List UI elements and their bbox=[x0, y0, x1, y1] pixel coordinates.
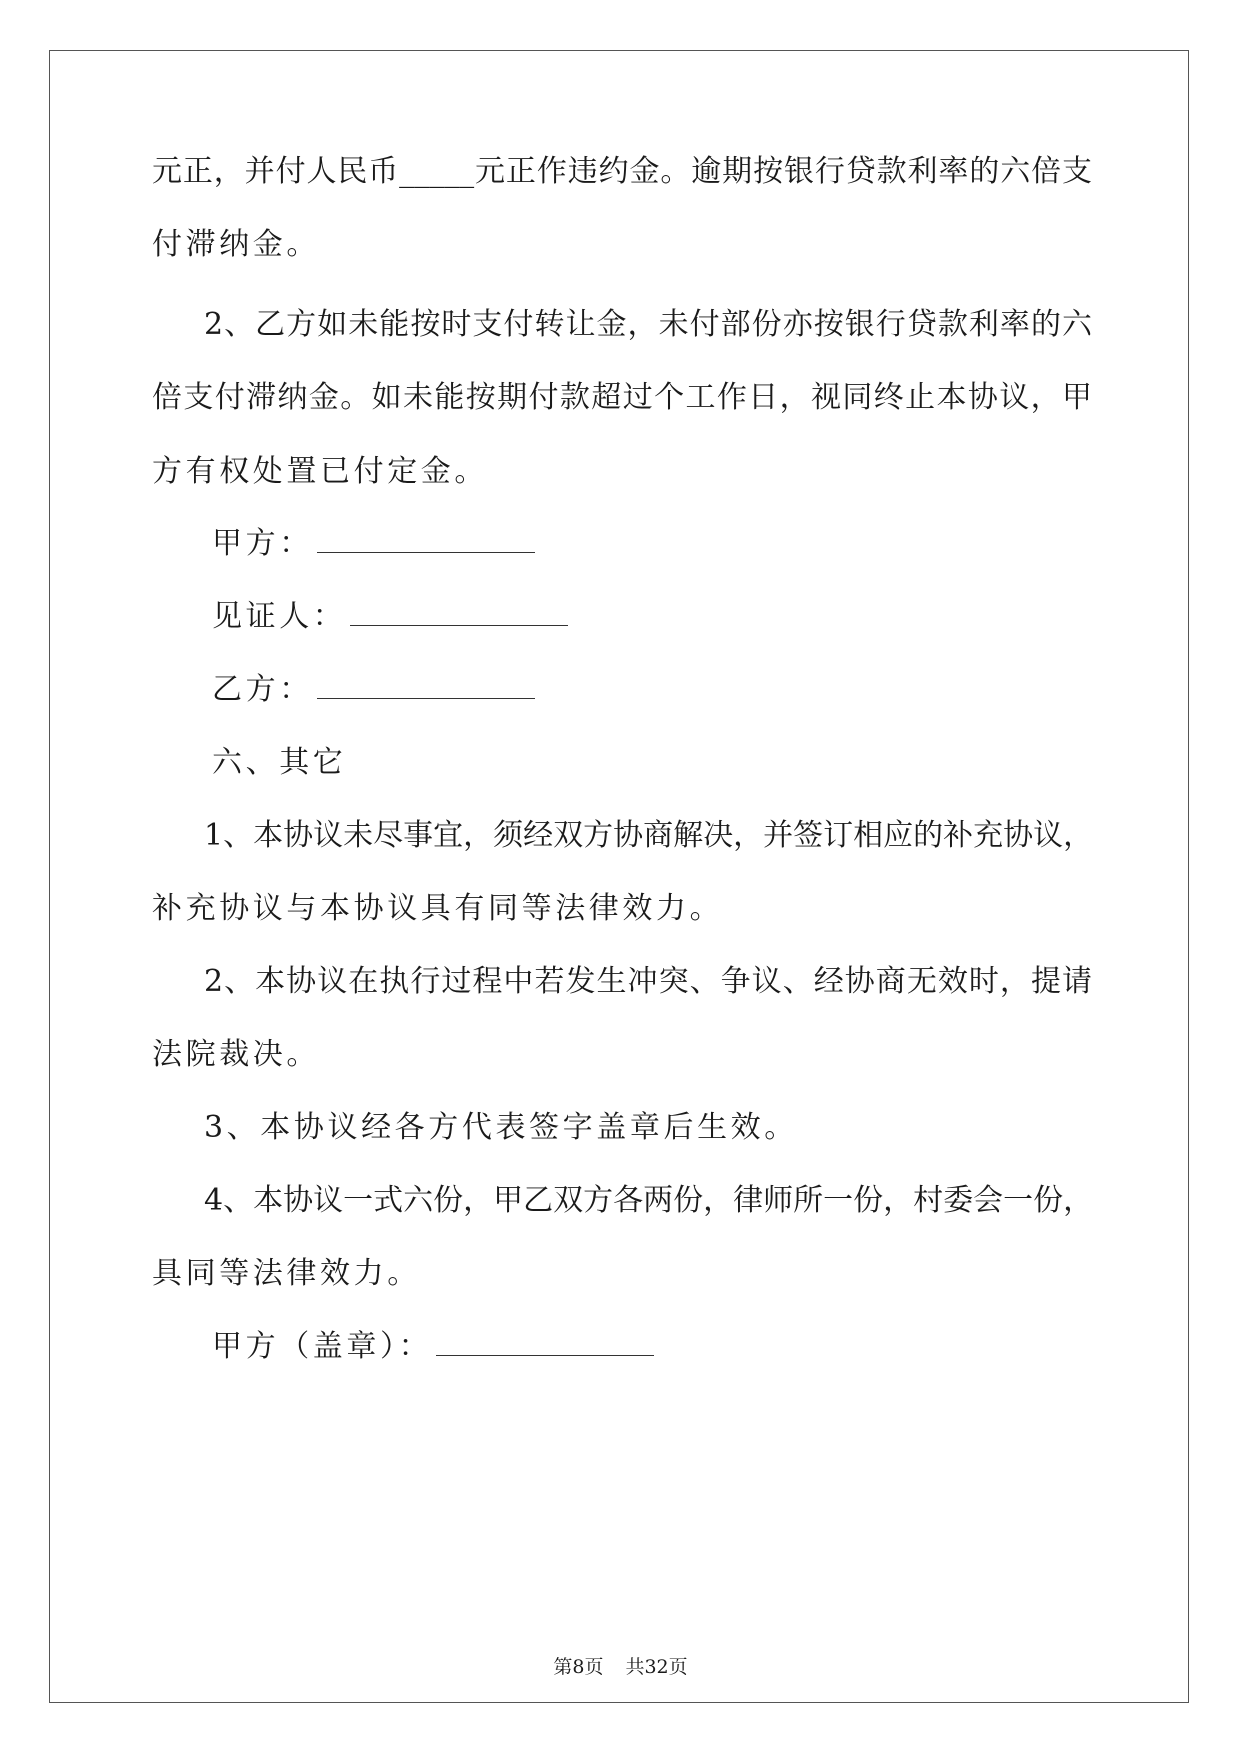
party-b-label: 乙方： bbox=[212, 672, 313, 707]
paragraph-line: 付滞纳金。 bbox=[152, 227, 320, 262]
paragraph-line: 4、本协议一式六份，甲乙双方各两份，律师所一份，村委会一份， bbox=[204, 1183, 1094, 1218]
paragraph-line: 1、本协议未尽事宜，须经双方协商解决，并签订相应的补充协议， bbox=[204, 818, 1094, 853]
paragraph-line: 具同等法律效力。 bbox=[152, 1256, 421, 1291]
page-total: 共32页 bbox=[625, 1656, 688, 1678]
section-heading: 六、其它 bbox=[212, 745, 347, 780]
page-number: 第8页 bbox=[553, 1656, 604, 1678]
party-b-blank bbox=[317, 672, 535, 699]
paragraph-line: 2、乙方如未能按时支付转让金，未付部份亦按银行贷款利率的六 bbox=[204, 307, 1092, 342]
paragraph-line: 3、本协议经各方代表签字盖章后生效。 bbox=[204, 1110, 798, 1145]
page-border bbox=[49, 50, 1189, 1703]
party-a-seal-blank bbox=[436, 1329, 654, 1356]
paragraph-line: 法院裁决。 bbox=[152, 1037, 320, 1072]
witness-blank bbox=[350, 599, 568, 626]
signature-line-party-a bbox=[212, 524, 535, 564]
paragraph-line: 倍支付滞纳金。如未能按期付款超过个工作日，视同终止本协议，甲 bbox=[152, 380, 1092, 415]
signature-line-witness bbox=[212, 597, 568, 637]
paragraph-line: 2、本协议在执行过程中若发生冲突、争议、经协商无效时，提请 bbox=[204, 964, 1092, 999]
party-a-label: 甲方： bbox=[212, 526, 313, 561]
party-a-blank bbox=[317, 526, 535, 553]
signature-line-party-a-seal bbox=[212, 1327, 654, 1367]
paragraph-line: 元正，并付人民币_____元正作违约金。逾期按银行贷款利率的六倍支 bbox=[152, 154, 1092, 189]
paragraph-line: 方有权处置已付定金。 bbox=[152, 454, 488, 489]
party-a-seal-label: 甲方（盖章）： bbox=[212, 1329, 433, 1364]
page-footer bbox=[0, 1655, 1241, 1679]
paragraph-line: 补充协议与本协议具有同等法律效力。 bbox=[152, 891, 724, 926]
signature-line-party-b bbox=[212, 670, 535, 710]
witness-label: 见证人： bbox=[212, 599, 347, 634]
